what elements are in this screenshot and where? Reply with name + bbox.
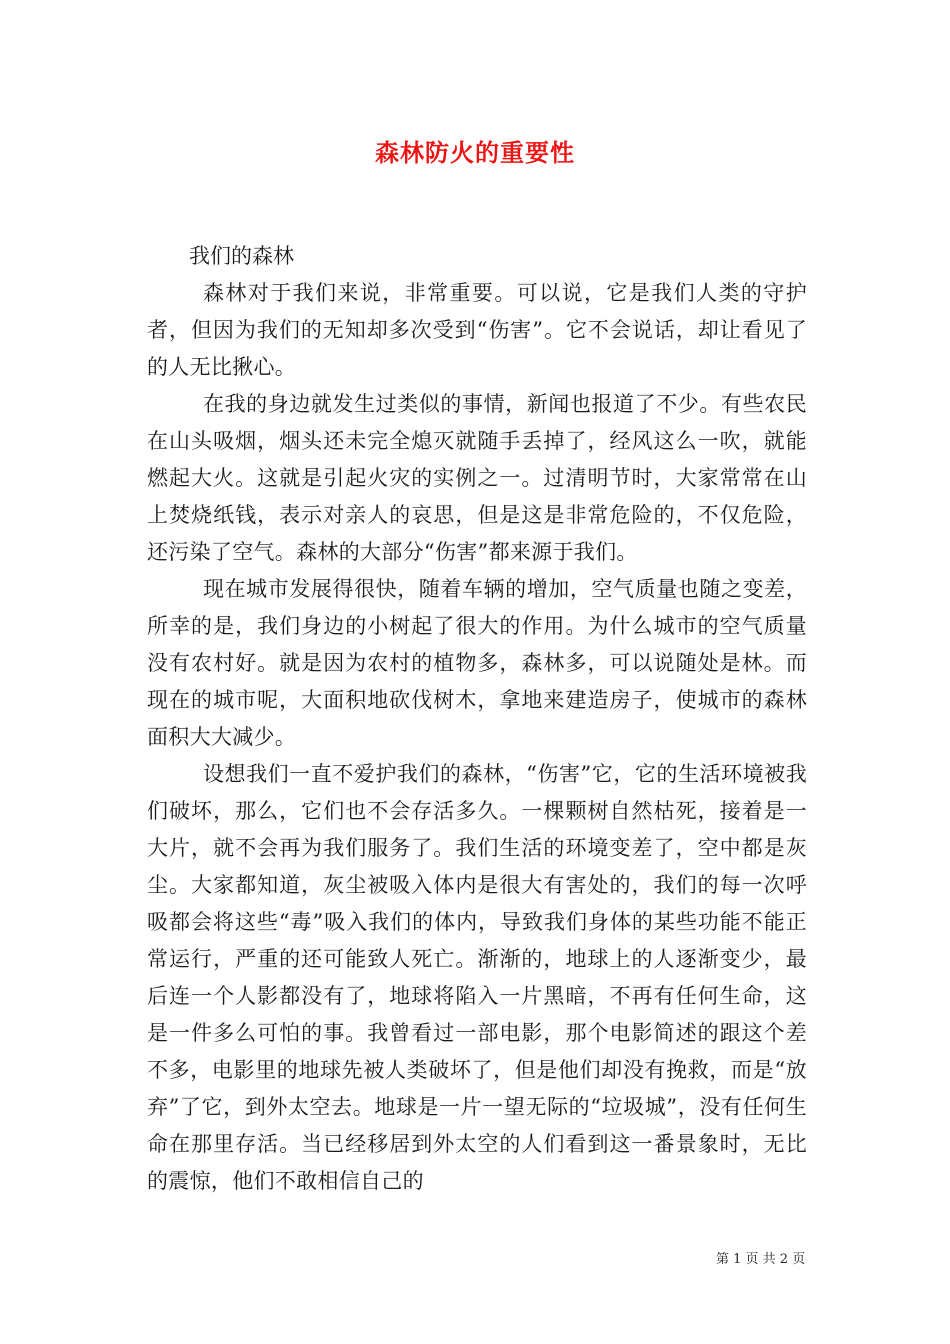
- paragraph-3: 现在城市发展得很快，随着车辆的增加，空气质量也随之变差，所幸的是，我们身边的小树起了很大的作用。为什么城市的空气质量没有农村好。就是因为农村的植物多，森林多，可以说随处是林。而现在的城市呢，大面积地砍伐树木，拿地来建造房子，使城市的森林面积大大减少。: [147, 577, 807, 749]
- document-body: [147, 238, 807, 1200]
- paragraph-1: 森林对于我们来说，非常重要。可以说，它是我们人类的守护者，但因为我们的无知却多次受到“伤害”。它不会说话，却让看见了的人无比揪心。: [147, 281, 807, 379]
- section-heading: 我们的森林: [189, 244, 294, 268]
- paragraph-4: 设想我们一直不爱护我们的森林，“伤害”它，它的生活环境被我们破坏，那么，它们也不会存活多久。一棵颗树自然枯死，接着是一大片，就不会再为我们服务了。我们生活的环境变差了，空中都是灰尘。大家都知道，灰尘被吸入体内是很大有害处的，我们的每一次呼吸都会将这些“毒”吸入我们的体内，导致我们身体的某些功能不能正常运行，严重的还可能致人死亡。渐渐的，地球上的人逐渐变少，最后连一个人影都没有了，地球将陷入一片黑暗，不再有任何生命，这是一件多么可怕的事。我曾看过一部电影，那个电影简述的跟这个差不多，电影里的地球先被人类破坏了，但是他们却没有挽救，而是“放弃”了它，到外太空去。地球是一片一望无际的“垃圾城”，没有任何生命在那里存活。当已经移居到外太空的人们看到这一番景象时，无比的震惊，他们不敢相信自己的: [147, 762, 807, 1193]
- page-number-footer: 第 1 页 共 2 页: [716, 1252, 806, 1267]
- paragraph-2: 在我的身边就发生过类似的事情，新闻也报道了不少。有些农民在山头吸烟，烟头还未完全熄灭就随手丢掉了，经风这么一吹，就能燃起大火。这就是引起火灾的实例之一。过清明节时，大家常常在山上焚烧纸钱，表示对亲人的哀思，但是这是非常危险的，不仅危险，还污染了空气。森林的大部分“伤害”都来源于我们。: [147, 392, 807, 564]
- document-title: 森林防火的重要性: [375, 138, 575, 167]
